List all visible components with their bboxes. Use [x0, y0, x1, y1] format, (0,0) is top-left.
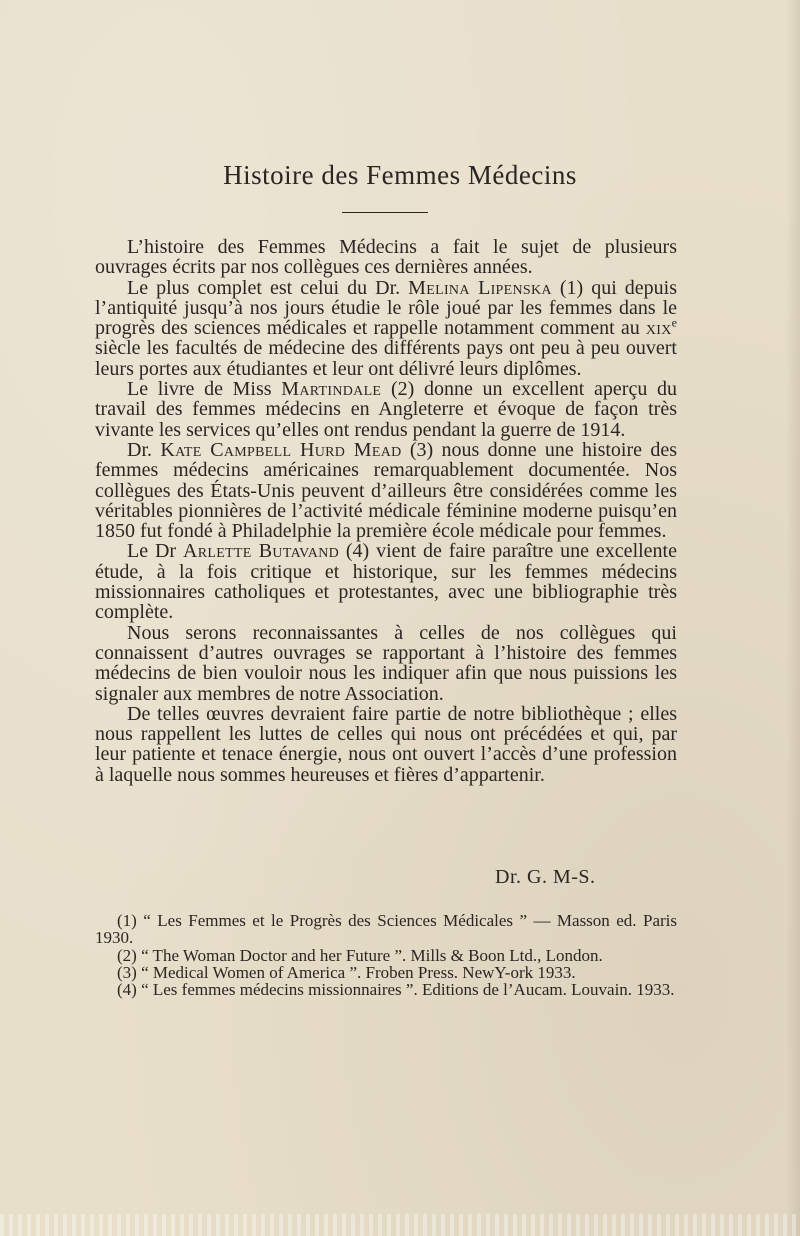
body-paragraph	[95, 704, 677, 785]
footnote: (4) “ Les femmes médecins missionnaires ”. Editions de l’Aucam. Louvain. 1933.	[117, 980, 675, 1000]
footnotes	[95, 912, 677, 998]
author-name: Martindale	[281, 378, 382, 401]
author-name: Melina Lipenska	[408, 276, 552, 299]
text-segment: (3) nous donne une histoire des femmes médecins américaines remarquablement documentée. Nos collègues des États-Unis peuvent d’ailleurs être considérées comme les véritables pionnières de l’activité médicale féminine moderne puisqu’en 1850 fut fondé à Philadelphie la première école médicale pour femmes.	[95, 438, 677, 543]
title-divider	[342, 212, 428, 213]
body-paragraph	[95, 440, 677, 541]
body-paragraph	[95, 379, 677, 440]
text-segment: De telles œuvres devraient faire partie de notre bibliothèque ; elles nous rappellent les luttes de celles qui nous ont précédées et qui, par leur patiente et tenace énergie, nous ont ouvert l’accès d’une profession à laquelle nous sommes heureuses et fières d’appartenir.	[95, 702, 677, 786]
article-body	[95, 237, 677, 785]
text-segment: Le Dr	[127, 540, 183, 563]
text-segment: Le livre de Miss	[127, 378, 282, 401]
author-signature: Dr. G. M-S.	[495, 866, 596, 888]
page-bottom-edge	[0, 1214, 800, 1236]
text-segment: e	[671, 315, 677, 330]
footnote: (3) “ Medical Women of America ”. Froben Press. NewY-ork 1933.	[117, 962, 576, 982]
text-segment: (1) qui depuis l’antiquité jusqu’à nos jours étudie le rôle joué par les femmes dans le progrès des sciences médicales et rappelle notamment comment au	[95, 276, 677, 340]
text-segment: siècle les facultés de médecine des différents pays ont peu à peu ouvert leurs portes aux étudiantes et leur ont délivré leurs diplômes.	[95, 337, 677, 380]
author-name: xix	[645, 317, 672, 340]
footnote: (1) “ Les Femmes et le Progrès des Sciences Médicales ” — Masson ed. Paris 1930.	[95, 911, 677, 948]
text-segment: Dr.	[127, 438, 161, 461]
page-edge-shadow	[786, 0, 800, 1236]
page-title: Histoire des Femmes Médecins	[223, 160, 577, 190]
footnote: (2) “ The Woman Doctor and her Future ”. Mills & Boon Ltd., London.	[117, 945, 603, 965]
text-segment: Nous serons reconnaissantes à celles de nos collègues qui connaissent d’autres ouvrages se rapportant à l’histoire des femmes médecins de bien vouloir nous les indiquer afin que nous puissions les signaler aux membres de notre Association.	[95, 621, 677, 705]
text-segment: (2) donne un excellent aperçu du travail des femmes médecins en Angleterre et évoque de façon très vivante les services qu’elles ont rendus pendant la guerre de 1914.	[95, 378, 677, 441]
author-name: Kate Campbell Hurd Mead	[160, 438, 402, 461]
author-name: Arlette Butavand	[182, 540, 340, 563]
body-paragraph	[95, 237, 677, 278]
text-segment: L’histoire des Femmes Médecins a fait le sujet de plusieurs ouvrages écrits par nos collègues ces dernières années.	[95, 236, 677, 279]
text-segment: Le plus complet est celui du Dr.	[127, 276, 409, 299]
text-segment: (4) vient de faire paraître une excellente étude, à la fois critique et historique, sur les femmes médecins missionnaires catholiques et protestantes, avec une bibliographie très complète.	[95, 540, 677, 624]
body-paragraph	[95, 623, 677, 704]
body-paragraph	[95, 278, 677, 379]
body-paragraph	[95, 541, 677, 622]
